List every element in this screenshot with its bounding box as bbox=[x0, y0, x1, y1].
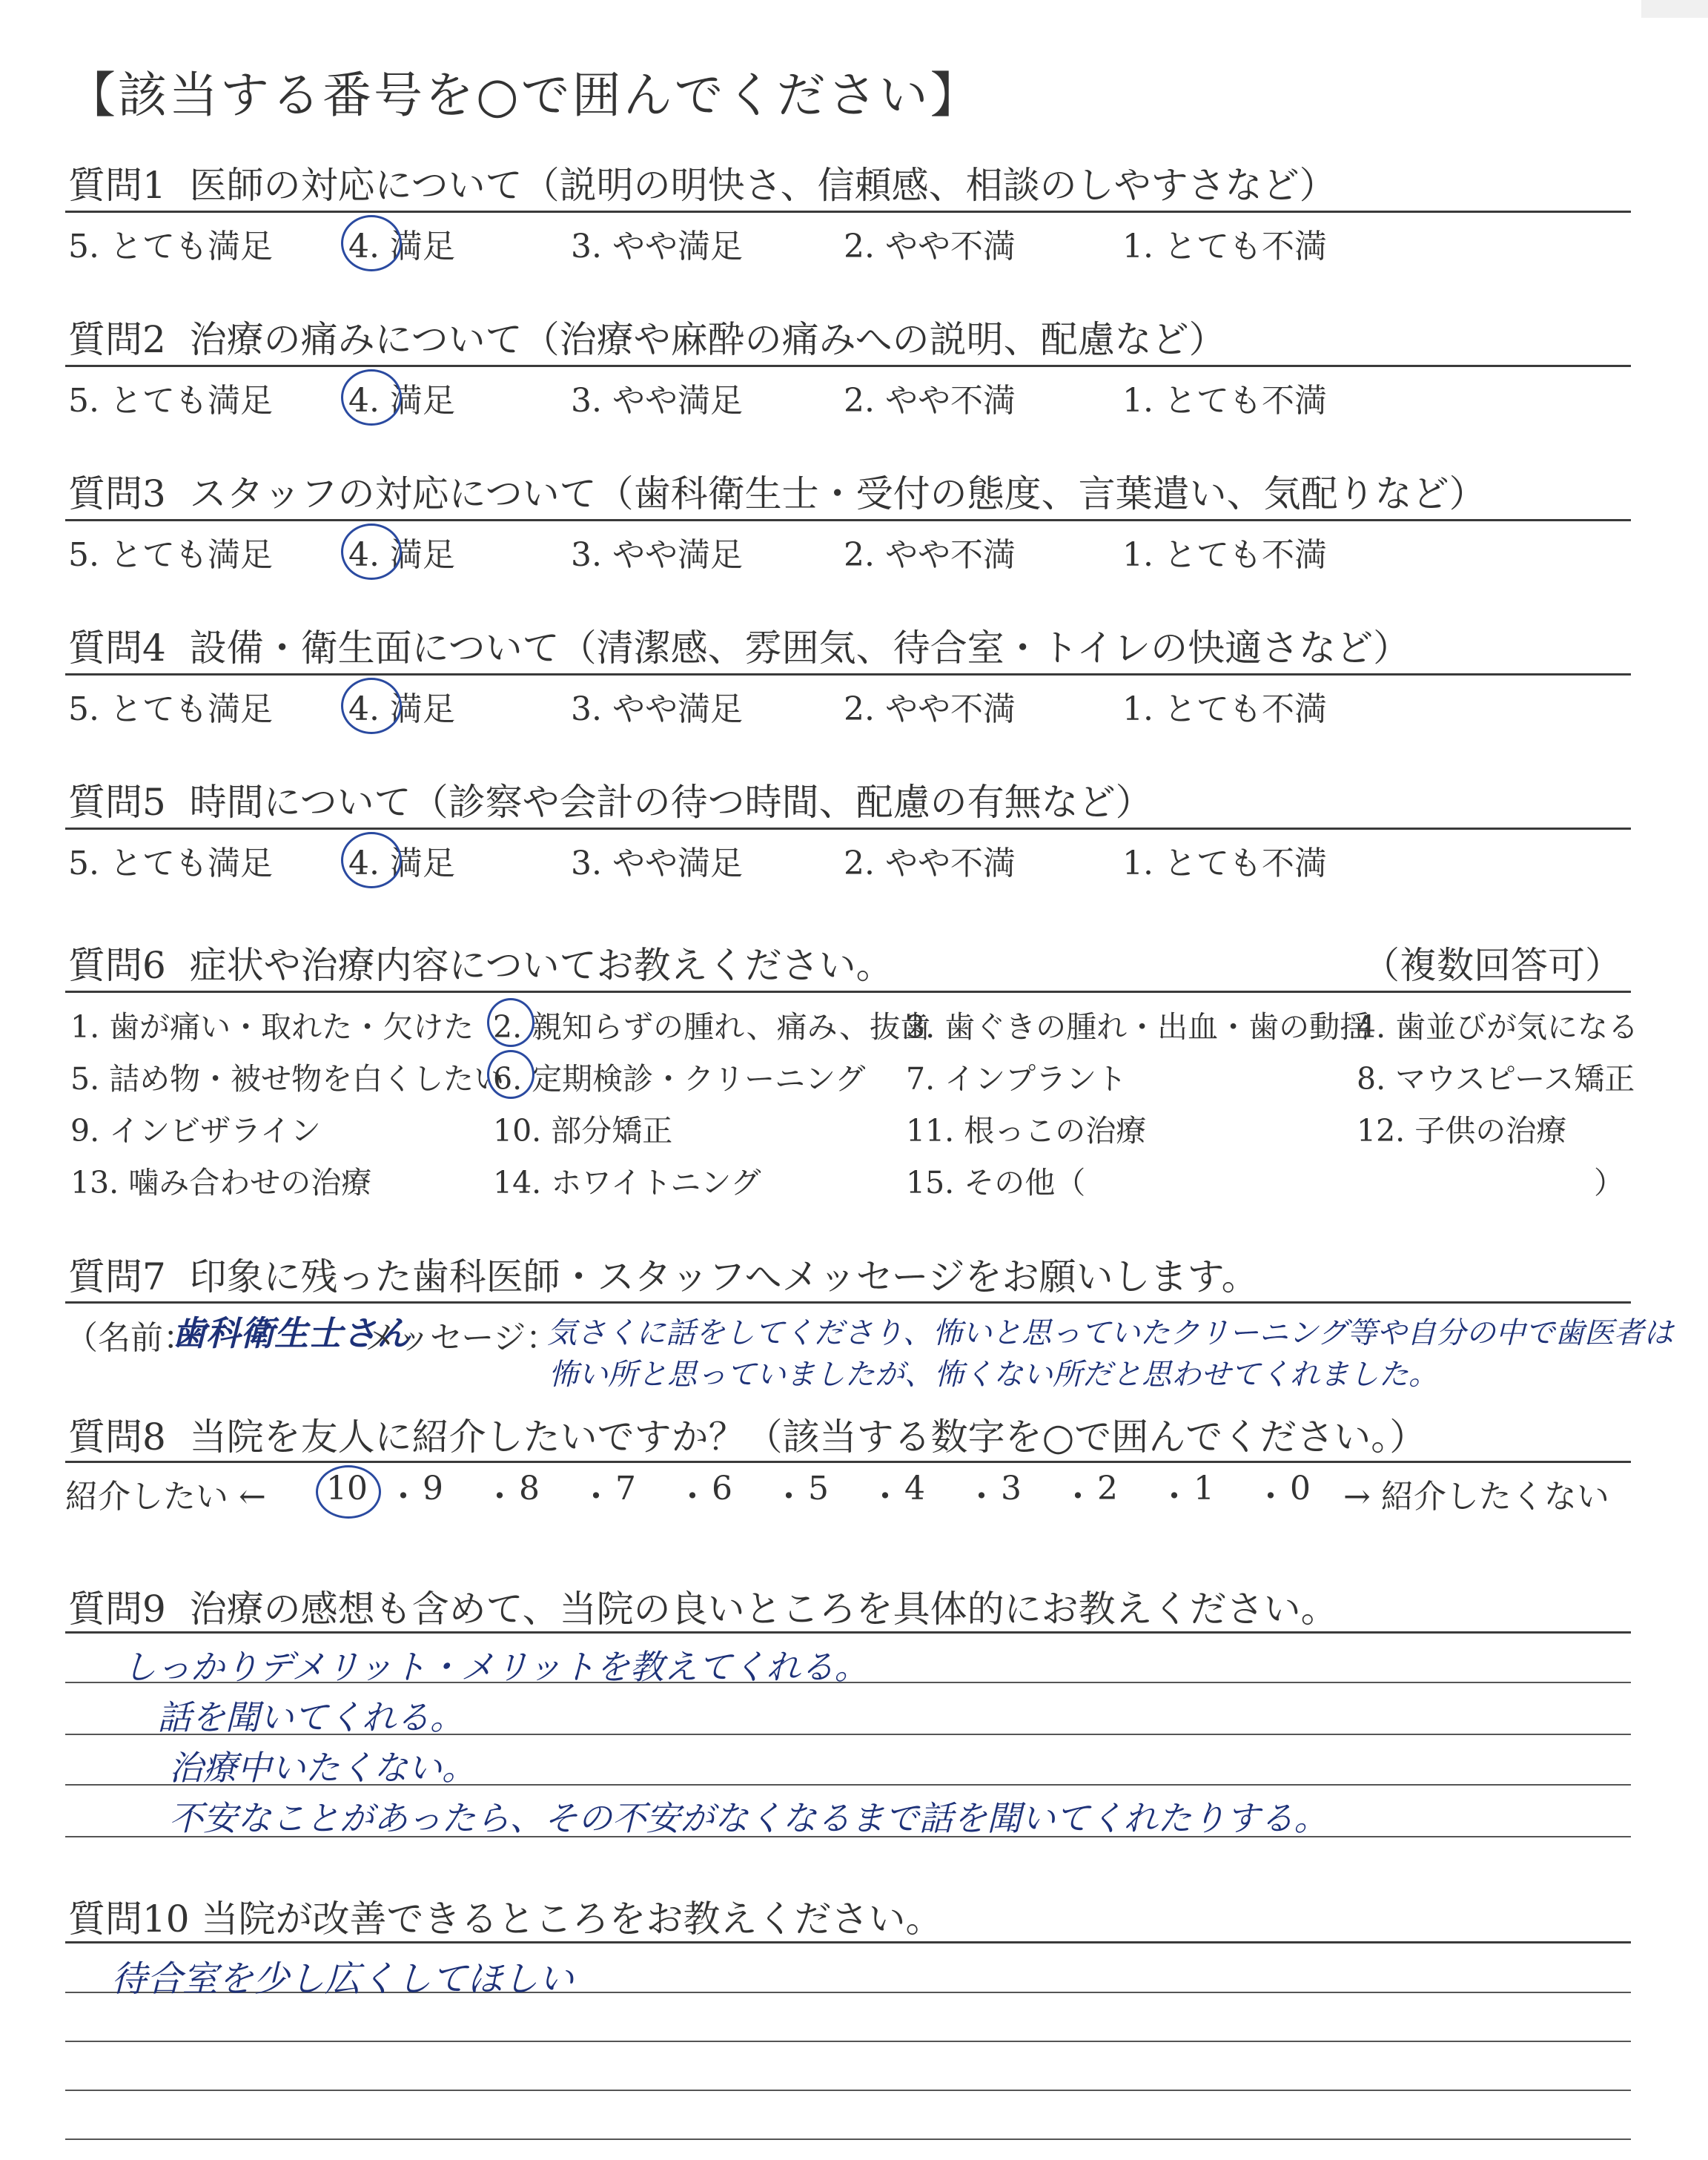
rating-option: 1. とても不満 bbox=[1122, 382, 1327, 420]
rating-option: 1. とても不満 bbox=[1122, 845, 1327, 882]
rating-option: 3. やや満足 bbox=[571, 690, 743, 728]
q6-option: 1. 歯が痛い・取れた・欠けた bbox=[70, 1009, 474, 1045]
q6-option: 15. その他（ bbox=[906, 1165, 1086, 1200]
q9-label: 質問9 bbox=[68, 1588, 166, 1631]
rating-option: 2. やや不満 bbox=[844, 536, 1016, 574]
question-5-title bbox=[68, 773, 1153, 826]
q8-scale-dot: ・ bbox=[387, 1478, 420, 1516]
q8-scale-number: 7 bbox=[615, 1470, 636, 1507]
q8-scale-dot: ・ bbox=[1158, 1478, 1191, 1516]
q6-option: 9. インビザライン bbox=[70, 1113, 321, 1149]
question-4-title bbox=[68, 618, 1410, 672]
rating-option: 5. とても満足 bbox=[68, 845, 273, 882]
q9-title bbox=[68, 1579, 1338, 1633]
q6-note: （複数回答可） bbox=[1363, 944, 1622, 987]
rating-option: 5. とても満足 bbox=[68, 536, 273, 574]
q8-scale-number: 10 bbox=[326, 1470, 368, 1507]
q6-title bbox=[68, 936, 893, 989]
q6-option: ） bbox=[1594, 1165, 1624, 1200]
q8-scale-number: 9 bbox=[423, 1470, 443, 1507]
scan-edge-mark bbox=[1641, 0, 1708, 18]
q8-title bbox=[68, 1407, 1426, 1461]
q7-label: 質問7 bbox=[68, 1255, 166, 1298]
q8-left-label: 紹介したい ← bbox=[65, 1478, 266, 1516]
q7-text: 印象に残った歯科医師・スタッフへメッセージをお願いします。 bbox=[189, 1255, 1259, 1298]
question-label: 質問5 bbox=[68, 781, 166, 824]
q10-label: 質問10 bbox=[68, 1898, 190, 1941]
q8-scale-dot: ・ bbox=[772, 1478, 805, 1516]
q8-scale-number: 1 bbox=[1194, 1470, 1214, 1507]
q7-message-label: メッセージ： bbox=[365, 1319, 559, 1357]
rating-option: 1. とても不満 bbox=[1122, 228, 1327, 265]
q6-option: 12. 子供の治療 bbox=[1357, 1113, 1567, 1149]
q10-writing-line bbox=[65, 2041, 1631, 2042]
rating-option: 2. やや不満 bbox=[844, 845, 1016, 882]
q7-name-value: 歯科衛生士さん bbox=[172, 1313, 411, 1353]
q7-rule bbox=[65, 1301, 1631, 1304]
q6-label: 質問6 bbox=[68, 944, 166, 987]
question-2-rule bbox=[65, 365, 1631, 367]
question-3-title bbox=[68, 464, 1486, 518]
q6-option: 13. 噛み合わせの治療 bbox=[70, 1165, 372, 1200]
q6-answer-circle bbox=[487, 998, 534, 1047]
q10-answer-line: 待合室を少し広くしてほしい bbox=[111, 1958, 575, 2000]
q8-right-label: → 紹介したくない bbox=[1343, 1478, 1609, 1516]
question-1-title bbox=[68, 156, 1337, 209]
q8-scale-dot: ・ bbox=[483, 1478, 516, 1516]
q8-scale-dot: ・ bbox=[1062, 1478, 1094, 1516]
q8-label: 質問8 bbox=[68, 1416, 166, 1459]
q6-option: 5. 詰め物・被せ物を白くしたい bbox=[70, 1061, 505, 1097]
answer-circle bbox=[341, 678, 402, 734]
rating-option: 2. やや不満 bbox=[844, 228, 1016, 265]
answer-circle bbox=[341, 832, 402, 888]
q8-scale-dot: ・ bbox=[869, 1478, 901, 1516]
rating-option: 4. 満足 bbox=[348, 690, 455, 728]
q6-rule bbox=[65, 991, 1631, 993]
q6-option: 2. 親知らずの腫れ、痛み、抜歯 bbox=[493, 1009, 931, 1045]
q6-option: 7. インプラント bbox=[906, 1061, 1128, 1097]
q9-rule bbox=[65, 1631, 1631, 1634]
q7-name-prefix: （名前： bbox=[65, 1319, 196, 1357]
q8-scale-dot: ・ bbox=[676, 1478, 709, 1516]
answer-circle bbox=[341, 369, 402, 426]
question-5-rule bbox=[65, 828, 1631, 830]
question-text: 医師の対応について（説明の明快さ、信頼感、相談のしやすさなど） bbox=[189, 164, 1337, 207]
q8-scale-dot: ・ bbox=[580, 1478, 612, 1516]
q9-answer-line: しっかりデメリット・メリットを教えてくれる。 bbox=[122, 1647, 869, 1687]
q8-scale-dot: ・ bbox=[965, 1478, 998, 1516]
q10-writing-line bbox=[65, 2090, 1631, 2091]
rating-option: 4. 満足 bbox=[348, 382, 455, 420]
question-label: 質問1 bbox=[68, 164, 166, 207]
q9-answer-line: 治療中いたくない。 bbox=[169, 1748, 476, 1788]
rating-option: 3. やや満足 bbox=[571, 536, 743, 574]
q8-rule bbox=[65, 1461, 1631, 1463]
rating-option: 4. 満足 bbox=[348, 228, 455, 265]
question-text: 治療の痛みについて（治療や麻酔の痛みへの説明、配慮など） bbox=[189, 318, 1226, 361]
q10-writing-line bbox=[65, 2138, 1631, 2140]
rating-option: 2. やや不満 bbox=[844, 382, 1016, 420]
q6-answer-circle bbox=[487, 1050, 534, 1099]
q10-text: 当院が改善できるところをお教えください。 bbox=[201, 1898, 943, 1941]
question-2-title bbox=[68, 310, 1226, 363]
q10-rule bbox=[65, 1941, 1631, 1943]
rating-option: 4. 満足 bbox=[348, 536, 455, 574]
question-label: 質問3 bbox=[68, 472, 166, 515]
question-label: 質問2 bbox=[68, 318, 166, 361]
q10-title bbox=[68, 1889, 943, 1943]
q7-title bbox=[68, 1247, 1259, 1301]
answer-circle bbox=[341, 215, 402, 271]
q6-option: 6. 定期検診・クリーニング bbox=[493, 1061, 866, 1097]
question-text: スタッフの対応について（歯科衛生士・受付の態度、言葉遣い、気配りなど） bbox=[189, 472, 1486, 515]
q9-answer-line: 話を聞いてくれる。 bbox=[157, 1697, 464, 1737]
q9-text: 治療の感想も含めて、当院の良いところを具体的にお教えください。 bbox=[189, 1588, 1338, 1631]
q6-option: 14. ホワイトニング bbox=[493, 1165, 761, 1200]
answer-circle bbox=[341, 524, 402, 580]
rating-option: 5. とても満足 bbox=[68, 382, 273, 420]
q8-scale-number: 6 bbox=[712, 1470, 732, 1507]
page-title: 【該当する番号を○で囲んでください】 bbox=[67, 67, 982, 124]
question-3-rule bbox=[65, 519, 1631, 521]
rating-option: 3. やや満足 bbox=[571, 228, 743, 265]
rating-option: 1. とても不満 bbox=[1122, 536, 1327, 574]
q6-option: 10. 部分矯正 bbox=[493, 1113, 673, 1149]
q7-message-line2: 怖い所と思っていましたが、怖くない所だと思わせてくれました。 bbox=[549, 1358, 1438, 1392]
rating-option: 3. やや満足 bbox=[571, 845, 743, 882]
q8-answer-circle bbox=[316, 1465, 381, 1519]
rating-option: 2. やや不満 bbox=[844, 690, 1016, 728]
question-1-rule bbox=[65, 211, 1631, 213]
rating-option: 4. 満足 bbox=[348, 845, 455, 882]
rating-option: 5. とても満足 bbox=[68, 228, 273, 265]
q8-scale-number: 8 bbox=[519, 1470, 540, 1507]
question-text: 時間について（診察や会計の待つ時間、配慮の有無など） bbox=[189, 781, 1153, 824]
rating-option: 3. やや満足 bbox=[571, 382, 743, 420]
q6-option: 8. マウスピース矯正 bbox=[1357, 1061, 1635, 1097]
q6-option: 11. 根っこの治療 bbox=[906, 1113, 1147, 1149]
question-text: 設備・衛生面について（清潔感、雰囲気、待合室・トイレの快適さなど） bbox=[189, 627, 1411, 670]
q8-scale-number: 4 bbox=[904, 1470, 925, 1507]
q6-option: 3. 歯ぐきの腫れ・出血・歯の動揺 bbox=[906, 1009, 1371, 1045]
q9-answer-line: 不安なことがあったら、その不安がなくなるまで話を聞いてくれたりする。 bbox=[169, 1798, 1328, 1838]
q8-scale-number: 2 bbox=[1097, 1470, 1118, 1507]
rating-option: 5. とても満足 bbox=[68, 690, 273, 728]
q6-text: 症状や治療内容についてお教えください。 bbox=[189, 944, 893, 987]
q8-scale-number: 0 bbox=[1290, 1470, 1311, 1507]
rating-option: 1. とても不満 bbox=[1122, 690, 1327, 728]
q8-text: 当院を友人に紹介したいですか？（該当する数字を○で囲んでください。） bbox=[189, 1416, 1427, 1459]
q6-option: 4. 歯並びが気になる bbox=[1357, 1009, 1639, 1045]
q8-scale-dot: ・ bbox=[1254, 1478, 1287, 1516]
q8-scale-number: 3 bbox=[1001, 1470, 1022, 1507]
question-label: 質問4 bbox=[68, 627, 166, 670]
q7-message-line1: 気さくに話をしてくださり、怖いと思っていたクリーニング等や自分の中で歯医者は bbox=[547, 1316, 1674, 1350]
question-4-rule bbox=[65, 673, 1631, 676]
q8-scale-number: 5 bbox=[808, 1470, 829, 1507]
